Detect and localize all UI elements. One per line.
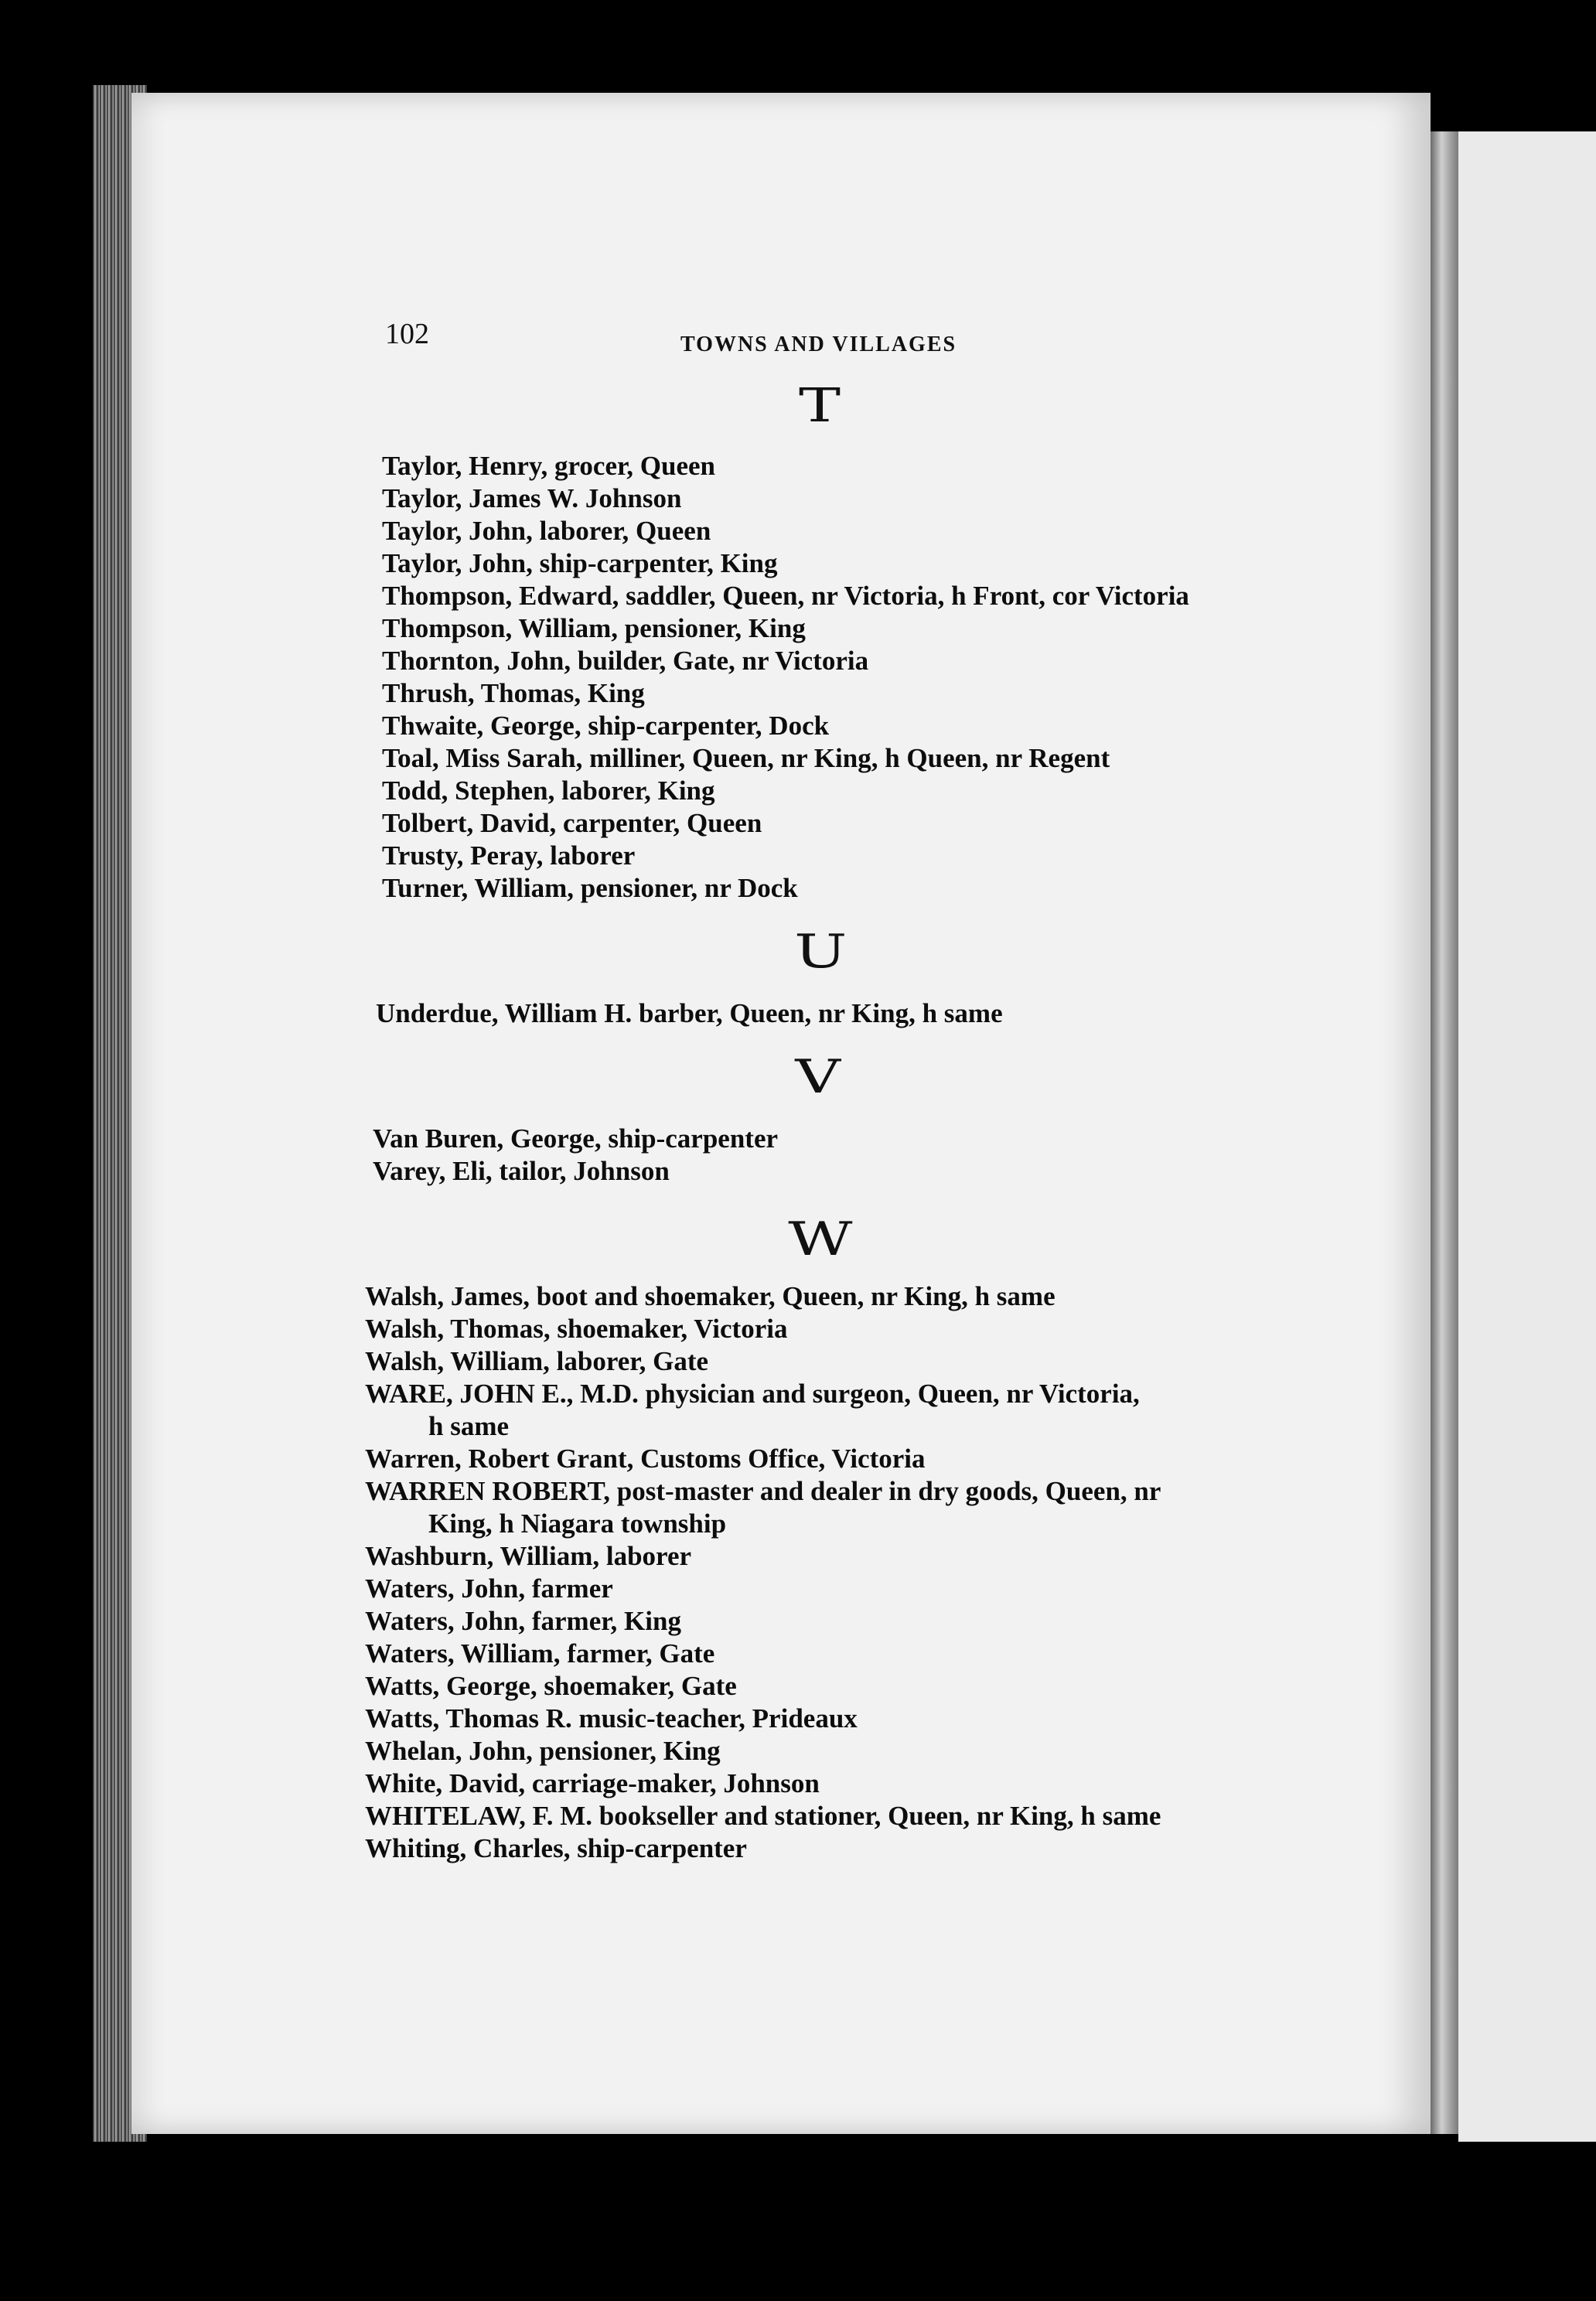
directory-entry: Taylor, John, laborer, Queen bbox=[382, 516, 711, 546]
section-letter-u: U bbox=[794, 925, 847, 979]
directory-entry: Underdue, William H. barber, Queen, nr King, h same bbox=[376, 998, 1003, 1028]
directory-entry: Watts, Thomas R. music-teacher, Prideaux bbox=[365, 1703, 858, 1733]
directory-entry-continuation: h same bbox=[428, 1411, 510, 1441]
directory-entry: Washburn, William, laborer bbox=[365, 1541, 692, 1571]
book-spine bbox=[1431, 131, 1458, 2134]
directory-entry-continuation: King, h Niagara township bbox=[428, 1508, 727, 1539]
facing-page bbox=[1458, 131, 1596, 2142]
section-letter-w: W bbox=[788, 1212, 853, 1266]
directory-entry: Trusty, Peray, laborer bbox=[382, 840, 636, 871]
section-u-entries bbox=[376, 997, 1003, 1030]
running-head: TOWNS AND VILLAGES bbox=[680, 332, 957, 356]
directory-entry: Turner, William, pensioner, nr Dock bbox=[382, 873, 798, 903]
directory-entry: White, David, carriage-maker, Johnson bbox=[365, 1768, 820, 1798]
directory-entry: Warren, Robert Grant, Customs Office, Victoria bbox=[365, 1444, 926, 1474]
directory-entry: Taylor, Henry, grocer, Queen bbox=[382, 451, 716, 481]
directory-entry: Whiting, Charles, ship-carpenter bbox=[365, 1833, 747, 1863]
directory-entry: Waters, John, farmer, King bbox=[365, 1606, 681, 1636]
directory-entry: Thompson, Edward, saddler, Queen, nr Victoria, h Front, cor Victoria bbox=[382, 581, 1189, 611]
directory-entry: Walsh, Thomas, shoemaker, Victoria bbox=[365, 1314, 788, 1344]
directory-entry: Tolbert, David, carpenter, Queen bbox=[382, 808, 762, 838]
directory-entry: Todd, Stephen, laborer, King bbox=[382, 776, 715, 806]
directory-entry: Varey, Eli, tailor, Johnson bbox=[373, 1156, 670, 1186]
directory-entry: Watts, George, shoemaker, Gate bbox=[365, 1671, 737, 1701]
directory-entry: Taylor, John, ship-carpenter, King bbox=[382, 548, 778, 578]
section-v-entries bbox=[373, 1123, 778, 1188]
section-letter-t: T bbox=[798, 379, 841, 433]
directory-entry: Thornton, John, builder, Gate, nr Victoria bbox=[382, 646, 869, 676]
section-t-entries bbox=[382, 450, 1189, 905]
directory-entry: Thwaite, George, ship-carpenter, Dock bbox=[382, 711, 830, 741]
directory-entry: Thompson, William, pensioner, King bbox=[382, 613, 806, 643]
directory-entry: Thrush, Thomas, King bbox=[382, 678, 645, 708]
directory-entry: WHITELAW, F. M. bookseller and stationer, Queen, nr King, h same bbox=[365, 1801, 1161, 1831]
directory-entry: Van Buren, George, ship-carpenter bbox=[373, 1123, 779, 1154]
directory-entry: WARE, JOHN E., M.D. physician and surgeon, Queen, nr Victoria, bbox=[365, 1379, 1140, 1409]
directory-entry: Waters, William, farmer, Gate bbox=[365, 1638, 715, 1669]
directory-entry: Toal, Miss Sarah, milliner, Queen, nr King, h Queen, nr Regent bbox=[382, 743, 1110, 773]
directory-entry: WARREN ROBERT, post-master and dealer in dry goods, Queen, nr bbox=[365, 1476, 1161, 1506]
directory-entry: Waters, John, farmer bbox=[365, 1573, 613, 1604]
directory-entry: Walsh, William, laborer, Gate bbox=[365, 1346, 709, 1376]
section-w-entries bbox=[365, 1280, 1161, 1865]
directory-entry: Walsh, James, boot and shoemaker, Queen, nr King, h same bbox=[365, 1281, 1055, 1311]
directory-entry: Whelan, John, pensioner, King bbox=[365, 1736, 721, 1766]
section-letter-v: V bbox=[795, 1050, 841, 1104]
directory-entry: Taylor, James W. Johnson bbox=[382, 483, 682, 513]
page-number: 102 bbox=[385, 318, 429, 350]
